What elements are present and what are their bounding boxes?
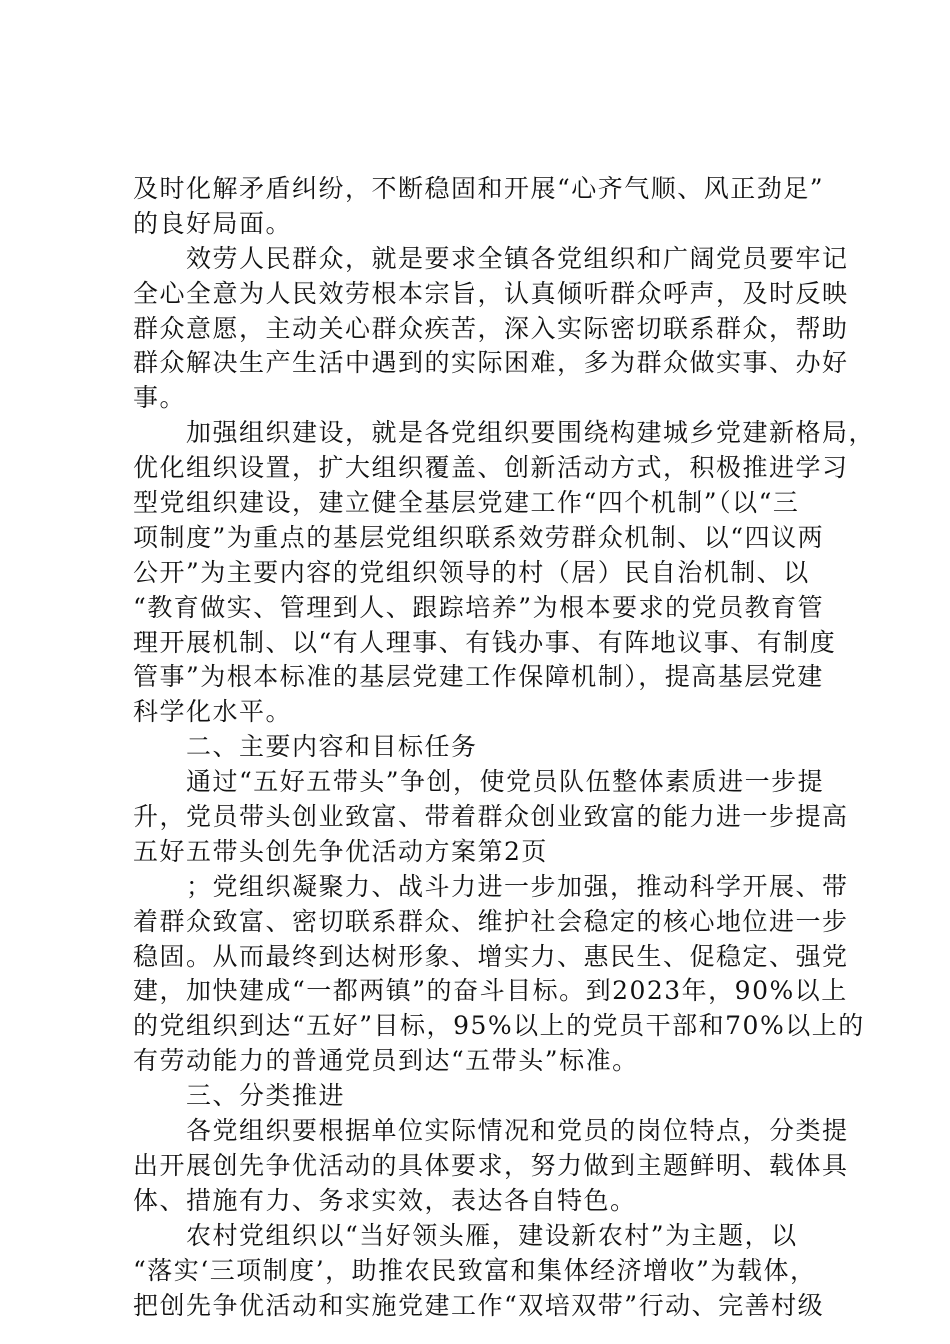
text-line: 把创先争优活动和实施党建工作“双培双带”行动、完善村级 [133,1290,825,1320]
text-line: 有劳动能力的普通党员到达“五带头”标准。 [133,1046,639,1076]
document-page [133,172,876,1323]
text-line: 理开展机制、以“有人理事、有钱办事、有阵地议事、有制度 [133,627,837,657]
text-line: 管事”为根本标准的基层党建工作保障机制），提高基层党建 [133,662,824,692]
text-line: ；党组织凝聚力、战斗力进一步加强，推动科学开展、带 [186,871,849,901]
text-line: 效劳人民群众，就是要求全镇各党组织和广阔党员要牢记 [186,243,849,273]
text-line: 体、措施有力、务求实效，表达各自特色。 [133,1185,637,1215]
text-line: 科学化水平。 [133,697,293,727]
text-line: 农村党组织以“当好领头雁，建设新农村”为主题，以 [186,1220,798,1250]
text-line: 的良好局面。 [133,208,293,238]
text-line: “落实‘三项制度’，助推农民致富和集体经济增收”为载体， [133,1255,817,1285]
text-line: 的党组织到达“五好”目标，95%以上的党员干部和70%以上的 [133,1011,865,1041]
text-line: 及时化解矛盾纠纷，不断稳固和开展“心齐气顺、风正劲足” [133,174,825,203]
text-line: 出开展创先争优活动的具体要求，努力做到主题鲜明、载体具 [133,1150,849,1180]
text-line: 群众解决生产生活中遇到的实际困难，多为群众做实事、办好 [133,348,849,378]
text-line: 加强组织建设，就是各党组织要围绕构建城乡党建新格局， [186,418,876,448]
text-line: 通过“五好五带头”争创，使党员队伍整体素质进一步提 [186,767,825,797]
text-line: 项制度”为重点的基层党组织联系效劳群众机制、以“四议两 [133,522,825,552]
text-line: 稳固。从而最终到达树形象、增实力、惠民生、促稳定、强党 [133,941,849,971]
text-line: 着群众致富、密切联系群众、维护社会稳定的核心地位进一步 [133,906,849,936]
text-line: 公开”为主要内容的党组织领导的村（居）民自治机制、以 [133,557,810,587]
text-line: 型党组织建设，建立健全基层党建工作“四个机制”（以“三 [133,488,800,518]
page-footer-text: 五好五带头创先争优活动方案第2页 [133,836,548,866]
section-heading: 三、分类推进 [186,1081,346,1111]
text-line: “教育做实、管理到人、跟踪培养”为根本要求的党员教育管 [133,592,825,622]
text-line: 各党组织要根据单位实际情况和党员的岗位特点，分类提 [186,1116,849,1146]
text-line: 优化组织设置，扩大组织覆盖、创新活动方式，积极推进学习 [133,453,849,483]
text-line: 建，加快建成“一都两镇”的奋斗目标。到2023年，90%以上 [133,976,848,1006]
text-line: 全心全意为人民效劳根本宗旨，认真倾听群众呼声，及时反映 [133,278,849,308]
section-heading: 二、主要内容和目标任务 [186,732,478,762]
text-line: 升，党员带头创业致富、带着群众创业致富的能力进一步提高 [133,802,849,832]
text-line: 事。 [133,383,187,413]
text-line: 群众意愿，主动关心群众疾苦，深入实际密切联系群众，帮助 [133,313,849,343]
